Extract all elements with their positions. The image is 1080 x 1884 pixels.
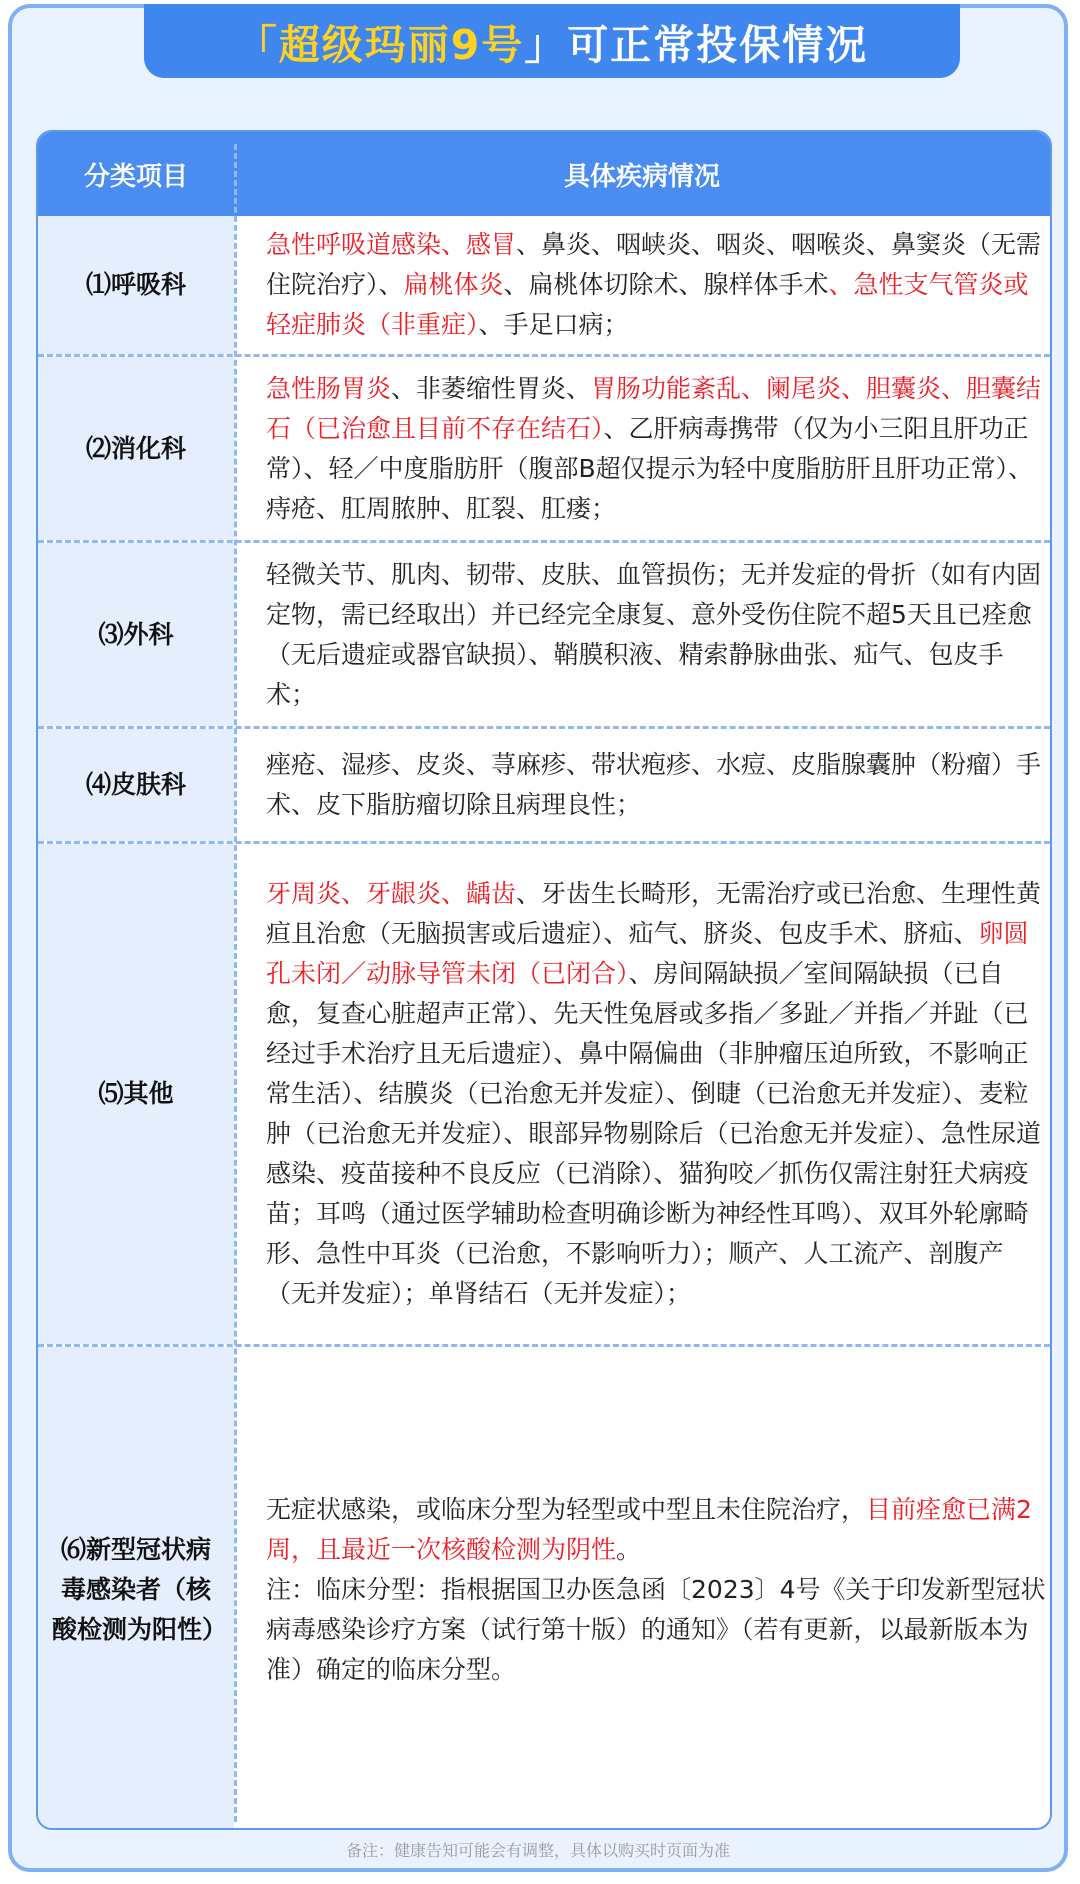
- row-category: ⑸其他: [38, 844, 234, 1344]
- plain-text: 、鼻炎、咽峡炎、咽炎、咽喉炎、鼻窦炎（无需住院治疗）、: [266, 230, 1042, 299]
- row-details-text: [266, 369, 1050, 529]
- row-details-text: [266, 1490, 1050, 1570]
- plain-text: 无症状感染，或临床分型为轻型或中型且未住院治疗，: [266, 1494, 867, 1524]
- plain-text: 、非萎缩性胃炎、: [391, 373, 592, 403]
- header-details: 具体疾病情况: [563, 161, 720, 192]
- row-category: ⑴呼吸科: [38, 216, 234, 354]
- table-row: [38, 1347, 1050, 1830]
- health-disclosure-table: [36, 130, 1052, 1830]
- page-frame: [8, 4, 1068, 1872]
- row-details: [266, 216, 1050, 354]
- plain-text: 痤疮、湿疹、皮炎、荨麻疹、带状疱疹、水痘、皮脂腺囊肿（粉瘤）手术、皮下脂肪瘤切除且病理良性；: [266, 750, 1042, 819]
- highlight-text: 目前痊愈已满2周，且最近一次核酸检测为阴性: [266, 1494, 1032, 1564]
- table-row: [38, 729, 1050, 841]
- highlight-text: 急性呼吸道感染、感冒: [266, 230, 517, 259]
- plain-text: 、房间隔缺损／室间隔缺损（已自愈，复查心脏超声正常）、先天性兔唇或多指／多趾／并指／并趾（已经过手术治疗且无后遗症）、鼻中隔偏曲（非肿瘤压迫所致，不影响正常生活）、结膜炎（已治愈无并发症）、倒睫（已治愈无并发症）、麦粒肿（已治愈无并发症）、眼部异物剔除后（已治愈无并发症）、急性尿道感染、疫苗接种不良反应（已消除）、猫狗咬／抓伤仅需注射狂犬病疫苗；耳鸣（通过医学辅助检查明确诊断为神经性耳鸣）、双耳外轮廓畸形、急性中耳炎（已治愈，不影响听力）；顺产、人工流产、剖腹产（无并发症）；单肾结石（无并发症）；: [266, 959, 1042, 1308]
- title-product: 超级玛丽9号: [278, 20, 525, 69]
- plain-text: 、扁桃体切除术、腺样体手术: [503, 270, 829, 299]
- plain-text: 、手足口病；: [478, 310, 629, 339]
- plain-text: 轻微关节、肌肉、韧带、皮肤、血管损伤；无并发症的骨折（如有内固定物，需已经取出）并已经完全康复、意外受伤住院不超5天且已痊愈（无后遗症或器官缺损）、鞘膜积液、精索静脉曲张、疝气、包皮手术；: [266, 559, 1042, 709]
- table-row: [38, 844, 1050, 1344]
- highlight-text: 卵圆孔未闭／动脉导管未闭（已闭合）: [266, 919, 1029, 988]
- row-details-text: [266, 745, 1050, 825]
- row-category: ⑷皮肤科: [38, 729, 234, 841]
- table-row: [38, 357, 1050, 540]
- plain-text: 、乙肝病毒携带（仅为小三阳且肝功正常）、轻／中度脂肪肝（腹部B超仅提示为轻中度脂肪肝且肝功正常）、痔疮、肛周脓肿、肛裂、肛瘘；: [266, 413, 1034, 523]
- row-details: [266, 357, 1050, 540]
- row-category: ⑶外科: [38, 543, 234, 726]
- highlight-text: 、急性支气管炎或轻症肺炎（非重症）: [266, 270, 1029, 339]
- highlight-text: 牙周炎、牙龈炎、龋齿: [266, 879, 517, 908]
- header-category: 分类项目: [83, 161, 188, 192]
- table-row: [38, 543, 1050, 726]
- row-note: 注：临床分型：指根据国卫办医急函〔2023〕4号《关于印发新型冠状病毒感染诊疗方案（试行第十版）的通知》（若有更新，以最新版本为准）确定的临床分型。: [266, 1574, 1046, 1684]
- row-details: [266, 729, 1050, 841]
- row-details-text: [266, 225, 1050, 345]
- footer-note: 备注：健康告知可能会有调整，具体以购买时页面为准: [345, 1841, 730, 1860]
- row-details-text: [266, 874, 1050, 1314]
- page-title: [144, 4, 960, 78]
- row-category: ⑵消化科: [38, 357, 234, 540]
- highlight-text: 扁桃体炎: [403, 270, 504, 299]
- row-details: [266, 844, 1050, 1344]
- row-details: [266, 1347, 1050, 1830]
- row-details-text: [266, 555, 1050, 715]
- row-category: ⑹新型冠状病毒感染者（核酸检测为阳性）: [38, 1347, 234, 1830]
- row-details: [266, 543, 1050, 726]
- highlight-text: 胃肠功能紊乱、阑尾炎、胆囊炎、胆囊结石（已治愈且目前不存在结石）: [266, 373, 1042, 443]
- table-header: [38, 132, 1050, 216]
- title-suffix: 」可正常投保情况: [524, 20, 869, 69]
- title-prefix: 「: [235, 20, 279, 69]
- plain-text: 。: [616, 1534, 642, 1564]
- highlight-text: 急性肠胃炎: [266, 373, 392, 403]
- plain-text: 、牙齿生长畸形，无需治疗或已治愈、生理性黄疸且治愈（无脑损害或后遗症）、疝气、脐炎、包皮手术、脐疝、: [266, 879, 1042, 948]
- table-row: [38, 216, 1050, 354]
